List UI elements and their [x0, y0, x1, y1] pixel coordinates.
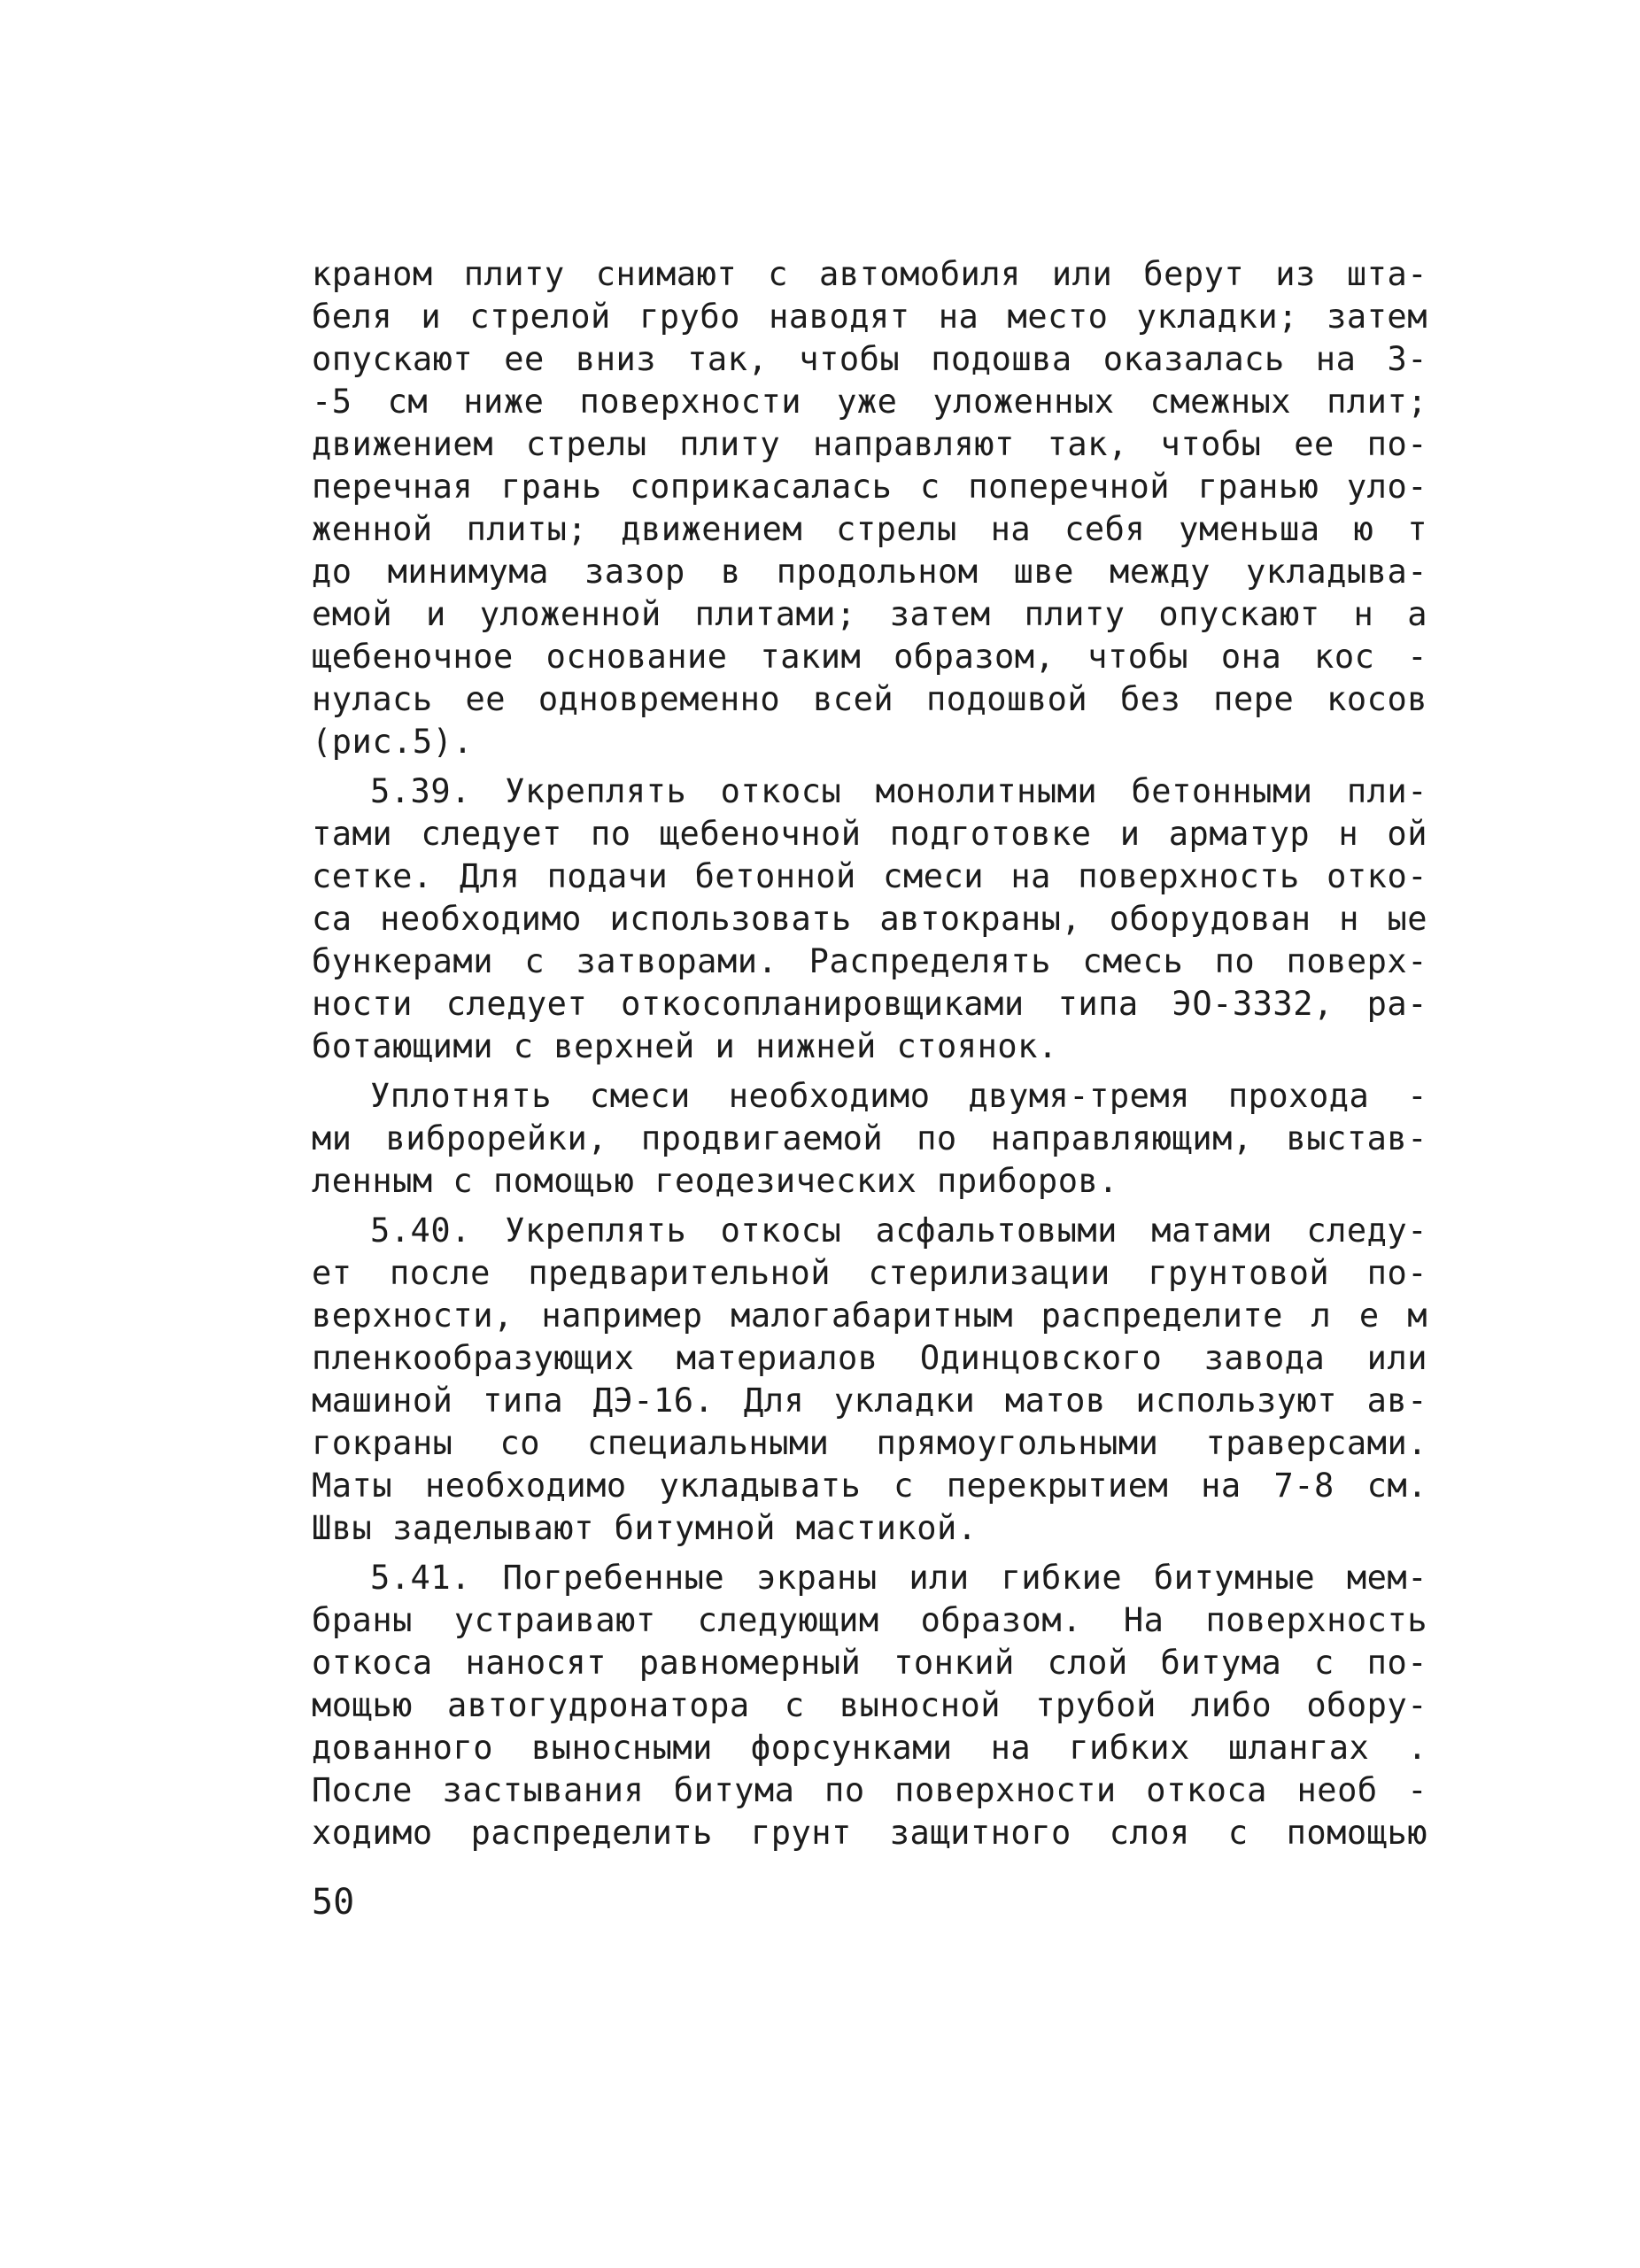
text-line: машиной типа ДЭ-16. Для укладки матов используют ав- — [312, 1382, 1427, 1420]
text-line: до минимума зазор в продольном шве между укладыва- — [312, 553, 1427, 591]
text-line: движением стрелы плиту направляют так, чтобы ее по- — [312, 425, 1427, 463]
section-5-41-heading-line: 5.41. Погребенные экраны или гибкие битумные мем- — [370, 1559, 1427, 1597]
text-line: мощью автогудронатора с выносной трубой либо обору- — [312, 1686, 1427, 1724]
section-5-40-heading-line: 5.40. Укреплять откосы асфальтовыми матами следу- — [370, 1211, 1427, 1250]
text-line: перечная грань соприкасалась с поперечной гранью уло- — [312, 468, 1427, 506]
text-line: краном плиту снимают с автомобиля или берут из шта- — [312, 255, 1427, 293]
text-line: -5 см ниже поверхности уже уложенных смежных плит; — [312, 383, 1427, 421]
text-line: беля и стрелой грубо наводят на место укладки; затем — [312, 298, 1427, 336]
text-line: Швы заделывают битумной мастикой. — [312, 1509, 978, 1547]
text-line: откоса наносят равномерный тонкий слой битума с по- — [312, 1644, 1427, 1682]
text-line: емой и уложенной плитами; затем плиту опускают н а — [312, 595, 1427, 633]
text-line: ми виброрейки, продвигаемой по направляющим, выстав- — [312, 1119, 1427, 1157]
text-line: щебеночное основание таким образом, чтобы она кос - — [312, 638, 1427, 676]
text-line: женной плиты; движением стрелы на себя уменьша ю т — [312, 510, 1427, 548]
text-line: верхности, например малогабаритным распределите л е м — [312, 1297, 1427, 1335]
text-line: пленкообразующих материалов Одинцовского завода или — [312, 1339, 1427, 1377]
text-line: дованного выносными форсунками на гибких шлангах . — [312, 1729, 1427, 1767]
text-line: опускают ее вниз так, чтобы подошва оказалась на 3- — [312, 340, 1427, 378]
text-line: Маты необходимо укладывать с перекрытием на 7-8 см. — [312, 1467, 1427, 1505]
text-line: Уплотнять смеси необходимо двумя-тремя прохода - — [370, 1077, 1427, 1115]
text-line: ности следует откосопланировщиками типа ЭО-3332, ра- — [312, 985, 1427, 1023]
text-line: ходимо распределить грунт защитного слоя с помощью — [312, 1814, 1427, 1852]
text-line: гокраны со специальными прямоугольными траверсами. — [312, 1424, 1427, 1462]
text-line: ботающими с верхней и нижней стоянок. — [312, 1027, 1058, 1065]
text-line: браны устраивают следующим образом. На поверхность — [312, 1601, 1427, 1639]
text-line: ленным с помощью геодезических приборов. — [312, 1162, 1119, 1200]
text-line: бункерами с затворами. Распределять смесь по поверх- — [312, 942, 1427, 980]
text-line: ет после предварительной стерилизации грунтовой по- — [312, 1254, 1427, 1292]
page-number: 50 — [312, 1882, 355, 1923]
text-line: са необходимо использовать автокраны, оборудован н ые — [312, 900, 1427, 938]
text-line: нулась ее одновременно всей подошвой без пере косов — [312, 680, 1427, 718]
section-5-39-heading-line: 5.39. Укреплять откосы монолитными бетонными пли- — [370, 772, 1427, 810]
text-line: После застывания битума по поверхности откоса необ - — [312, 1771, 1427, 1809]
text-line: сетке. Для подачи бетонной смеси на поверхность отко- — [312, 857, 1427, 895]
text-line: тами следует по щебеночной подготовке и арматур н ой — [312, 815, 1427, 853]
text-line: (рис.5). — [312, 723, 474, 761]
